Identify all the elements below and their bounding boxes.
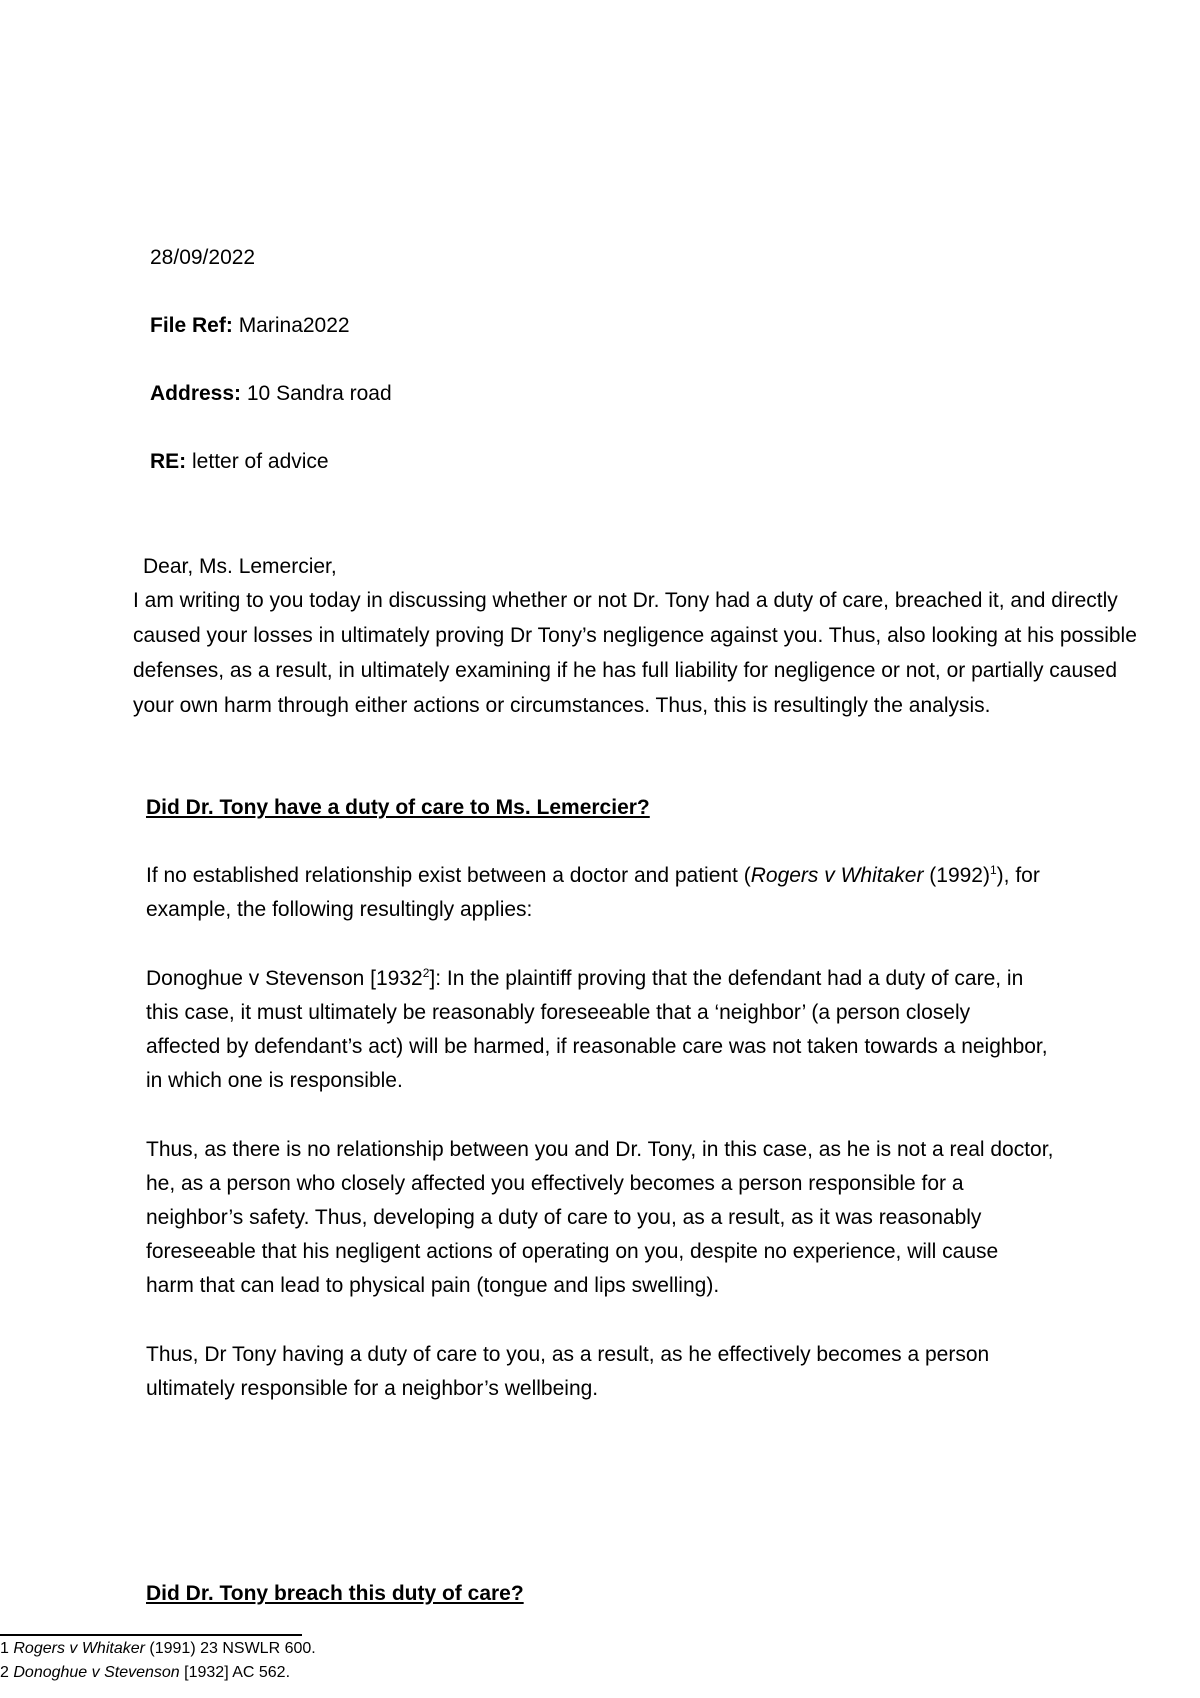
section1-p4-line: Thus, Dr Tony having a duty of care to you, as a result, as he effectively becomes a person [146,1343,990,1366]
re-label: RE: [150,450,187,473]
file-ref-value: Marina2022 [238,314,350,337]
footnote-separator [0,1634,302,1636]
section1-p1-line1 [146,864,1040,888]
section-heading-duty: Did Dr. Tony have a duty of care to Ms. Lemercier? [146,796,650,819]
section1-p3-line: neighbor’s safety. Thus, developing a duty of care to you, as a result, as it was reasonably [146,1206,982,1229]
p2-text-after: ]: In the plaintiff proving that the defendant had a duty of care, in [429,967,1024,990]
footnote-citation: [1932] AC 562. [179,1664,291,1681]
footnote-number: 2 [0,1664,9,1681]
file-ref-line [150,314,350,338]
section1-p3-line: harm that can lead to physical pain (tongue and lips swelling). [146,1274,720,1297]
file-ref-label: File Ref: [150,314,233,337]
section1-p2-line: this case, it must ultimately be reasonably foreseeable that a ‘neighbor’ (a person closely [146,1001,971,1024]
section1-p3-line: foreseeable that his negligent actions of operating on you, despite no experience, will cause [146,1240,999,1263]
intro-line: caused your losses in ultimately proving Dr Tony’s negligence against you. Thus, also looking at his possible [133,624,1137,647]
section1-p1-line2: example, the following resultingly applies: [146,898,533,921]
section-heading-breach: Did Dr. Tony breach this duty of care? [146,1582,524,1605]
letter-date: 28/09/2022 [150,246,256,269]
address-line [150,382,392,406]
footnote-ref-2: 2 [422,966,430,980]
section1-p3-line: Thus, as there is no relationship between you and Dr. Tony, in this case, as he is not a real doctor, [146,1138,1054,1161]
p2-case-name: Donoghue v Stevenson [1932 [146,967,423,990]
section1-p2-line: in which one is responsible. [146,1069,403,1092]
address-label: Address: [150,382,242,405]
footnote-case-name: Donoghue v Stevenson [13,1664,180,1681]
intro-line: defenses, as a result, in ultimately examining if he has full liability for negligence or not, or partially caused [133,659,1118,682]
footnote-ref-1: 1 [989,863,997,877]
section1-p2-line1 [146,967,1023,991]
intro-line: your own harm through either actions or circumstances. Thus, this is resultingly the analysis. [133,694,991,717]
re-line [150,450,329,474]
p1-text-before: If no established relationship exist between a doctor and patient ( [146,864,751,887]
footnote-2 [0,1664,290,1682]
p1-year: (1992) [923,864,990,887]
footnote-case-name: Rogers v Whitaker [13,1640,145,1657]
re-value: letter of advice [192,450,329,473]
p1-text-after: ), for [996,864,1040,887]
section1-p4-line: ultimately responsible for a neighbor’s wellbeing. [146,1377,599,1400]
section1-p2-line: affected by defendant’s act) will be harmed, if reasonable care was not taken towards a neighbor, [146,1035,1048,1058]
footnote-number: 1 [0,1640,9,1657]
intro-line: I am writing to you today in discussing whether or not Dr. Tony had a duty of care, breached it, and directly [133,589,1118,612]
address-value: 10 Sandra road [246,382,392,405]
footnote-1 [0,1640,316,1658]
footnote-citation: (1991) 23 NSWLR 600. [144,1640,316,1657]
p1-case-name: Rogers v Whitaker [750,864,924,887]
salutation: Dear, Ms. Lemercier, [143,555,337,578]
section1-p3-line: he, as a person who closely affected you effectively becomes a person responsible for a [146,1172,964,1195]
